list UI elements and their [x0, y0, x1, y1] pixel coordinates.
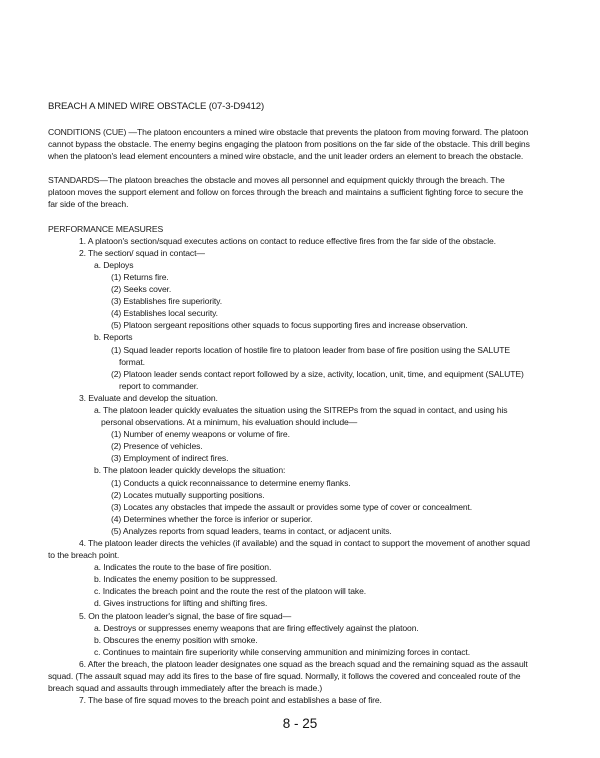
drill-title: BREACH A MINED WIRE OBSTACLE (07-3-D9412) — [48, 101, 264, 112]
text-line: (1) Squad leader reports location of hostile fire to platoon leader from base of fire position using the SALUTE — [111, 344, 510, 355]
text-line: 7. The base of fire squad moves to the breach point and establishes a base of fire. — [79, 695, 382, 706]
text-line: d. Gives instructions for lifting and shifting fires. — [94, 598, 268, 609]
paragraph-gap — [48, 162, 558, 174]
text-line: b. Indicates the enemy position to be suppressed. — [94, 574, 278, 585]
text-line: b. Reports — [94, 332, 133, 343]
document-body — [48, 126, 558, 706]
text-line: squad. (The assault squad may add its fires to the base of fire squad. Normally, it follows the covered and concealed route of the — [48, 671, 521, 682]
text-line: c. Indicates the breach point and the route the rest of the platoon will take. — [94, 586, 367, 597]
text-line: (5) Platoon sergeant repositions other squads to focus supporting fires and increase observation. — [111, 320, 468, 331]
text-line: 5. On the platoon leader's signal, the base of fire squad— — [79, 610, 292, 621]
text-line: far side of the breach. — [48, 199, 129, 210]
text-line: (4) Determines whether the force is inferior or superior. — [111, 513, 313, 524]
text-line: c. Continues to maintain fire superiority while conserving ammunition and minimizing forces in contact. — [94, 646, 470, 657]
text-line: a. The platoon leader quickly evaluates the situation using the SITREPs from the squad in contact, and using his — [94, 404, 508, 415]
text-line: (1) Number of enemy weapons or volume of fire. — [111, 429, 290, 440]
text-line: (5) Analyzes reports from squad leaders, teams in contact, or adjacent units. — [111, 525, 392, 536]
standards-section — [48, 174, 558, 210]
text-line: format. — [119, 356, 145, 367]
text-line: when the platoon's lead element encounters a mined wire obstacle, and the unit leader orders an element to breach the obstacle. — [48, 151, 524, 162]
text-line: 1. A platoon's section/squad executes actions on contact to reduce effective fires from the far side of the obstacle. — [79, 235, 496, 246]
text-line: b. The platoon leader quickly develops the situation: — [94, 465, 286, 476]
text-line: a. Deploys — [94, 259, 134, 270]
text-line: breach squad and assaults through immediately after the breach is made.) — [48, 683, 323, 694]
text-line: cannot bypass the obstacle. The enemy begins engaging the platoon from positions on the far side of the obstacle. This drill begins — [48, 139, 530, 150]
text-line: platoon moves the support element and follow on forces through the breach and maintains a sufficient fighting force to secure the — [48, 187, 523, 198]
text-line: (2) Platoon leader sends contact report followed by a size, activity, location, unit, time, and equipment (SALUTE) — [111, 368, 524, 379]
text-line: a. Indicates the route to the base of fire position. — [94, 562, 272, 573]
performance-measures-section — [48, 223, 558, 707]
text-line: 3. Evaluate and develop the situation. — [79, 392, 218, 403]
paragraph-gap — [48, 211, 558, 223]
text-line: (2) Presence of vehicles. — [111, 441, 203, 452]
text-line: (2) Seeks cover. — [111, 284, 172, 295]
text-line: CONDITIONS (CUE) —The platoon encounters a mined wire obstacle that prevents the platoon from moving forward. The platoon — [48, 127, 529, 137]
text-line: 2. The section/ squad in contact— — [79, 247, 205, 258]
text-line: personal observations. At a minimum, his evaluation should include— — [101, 417, 358, 428]
text-line: a. Destroys or suppresses enemy weapons that are firing effectively against the platoon. — [94, 622, 419, 633]
conditions-section — [48, 126, 558, 162]
text-line: 6. After the breach, the platoon leader designates one squad as the breach squad and the remaining squad as the assault — [79, 658, 528, 669]
text-line: 4. The platoon leader directs the vehicles (if available) and the squad in contact to support the movement of another squad — [79, 538, 530, 548]
text-line: to the breach point. — [48, 550, 120, 561]
text-line: (1) Conducts a quick reconnaissance to determine enemy flanks. — [111, 477, 351, 488]
text-line: b. Obscures the enemy position with smoke. — [94, 634, 258, 645]
text-line: (4) Establishes local security. — [111, 308, 218, 319]
text-line: (3) Locates any obstacles that impede the assault or provides some type of cover or concealment. — [111, 501, 473, 512]
text-line: report to commander. — [119, 380, 199, 391]
text-line: (1) Returns fire. — [111, 271, 169, 282]
document-page — [48, 101, 558, 706]
text-line: PERFORMANCE MEASURES — [48, 223, 164, 234]
text-line: STANDARDS—The platoon breaches the obstacle and moves all personnel and equipment quickly through the breach. The — [48, 175, 505, 186]
page-number: 8 - 25 — [282, 716, 318, 731]
text-line: (3) Establishes fire superiority. — [111, 296, 222, 307]
text-line: (2) Locates mutually supporting positions. — [111, 489, 265, 500]
text-line: (3) Employment of indirect fires. — [111, 453, 229, 464]
